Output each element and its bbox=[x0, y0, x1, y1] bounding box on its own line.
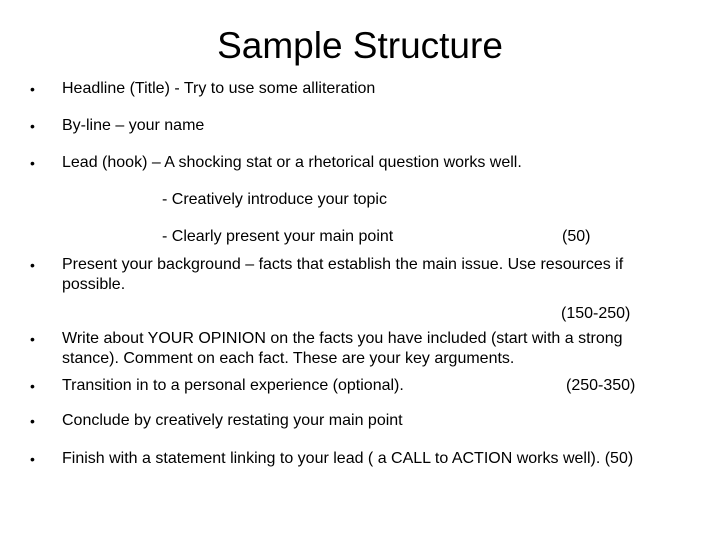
list-item-background: Present your background – facts that establish the main issue. Use resources if possible. bbox=[62, 256, 624, 293]
list-item-finish: Finish with a statement linking to your lead ( a CALL to ACTION works well). (50) bbox=[62, 450, 634, 467]
bullet-icon: • bbox=[30, 257, 35, 273]
word-count-background: (150-250) bbox=[561, 305, 631, 322]
list-item-byline: By-line – your name bbox=[62, 117, 205, 134]
slide-title: Sample Structure bbox=[217, 25, 503, 66]
word-count-lead: (50) bbox=[562, 228, 591, 245]
bullet-icon: • bbox=[30, 378, 35, 394]
lead-subpoint-main-point: - Clearly present your main point bbox=[162, 228, 394, 245]
bullet-icon: • bbox=[30, 155, 35, 171]
list-item-lead: Lead (hook) – A shocking stat or a rhetorical question works well. bbox=[62, 154, 522, 171]
lead-subpoint-introduce: - Creatively introduce your topic bbox=[162, 191, 387, 208]
bullet-icon: • bbox=[30, 81, 35, 97]
bullet-icon: • bbox=[30, 451, 35, 467]
bullet-icon: • bbox=[30, 413, 35, 429]
list-item-conclude: Conclude by creatively restating your main point bbox=[62, 412, 403, 429]
list-item-opinion: Write about YOUR OPINION on the facts you have included (start with a strong stance). Comment on each fact. These are your key arguments. bbox=[62, 330, 623, 367]
bullet-icon: • bbox=[30, 118, 35, 134]
bullet-icon: • bbox=[30, 331, 35, 347]
list-item-transition: Transition in to a personal experience (optional). bbox=[62, 377, 404, 394]
word-count-experience: (250-350) bbox=[566, 377, 636, 394]
list-item-headline: Headline (Title) - Try to use some alliteration bbox=[62, 80, 376, 97]
